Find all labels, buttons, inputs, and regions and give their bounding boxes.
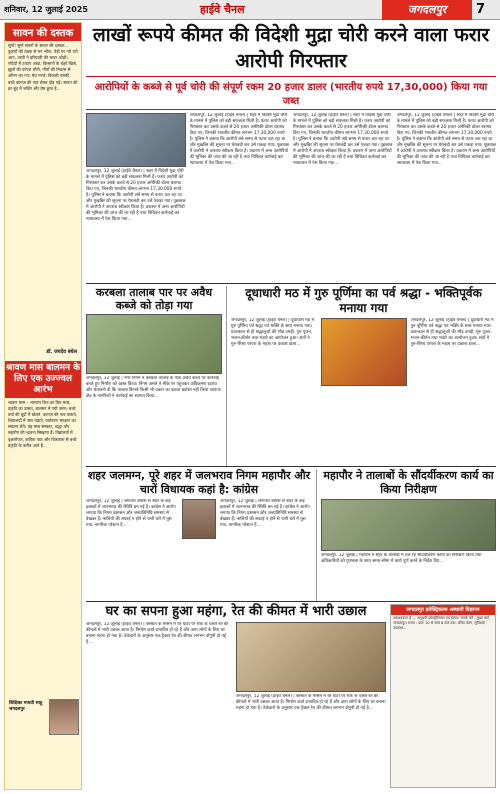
brand-name: हाईवे चैनल <box>200 3 245 16</box>
karbala-body: जगदलपुर, 12 जुलाई | नगर निगम ने करबला तालाब के पास अवैध कब्जे पर कार्रवाई करते हुए निर्माण को ध्वस्त किया। निगम अमले ने मौके पर पहुंचकर अतिक्रमण हटाया और चेतावनी दी कि तालाब किनारे किसी भी प्रकार का कब्जा बर्दाश्त नहीं किया जाएगा। क्षेत्र के नागरिकों ने कार्रवाई का स्वागत किया... <box>86 376 222 399</box>
dudhadhari-photo <box>321 318 407 386</box>
ad-title: जगदलपुर इलेक्ट्रिकल्स अस्थायी विज्ञापन <box>391 605 495 615</box>
author-block <box>5 698 81 742</box>
lead-col-3: जगदलपुर, 12 जुलाई (हाईवे चैनल) | शहर में विदेशी मुद्रा चोरी के मामले में पुलिस को बड़ी सफलता मिली है। फरार आरोपी को गिरफ्तार कर उसके कब्जे से 20 हजार अमेरिकी डॉलर बरामद किए गए, जिनकी भारतीय कीमत लगभग 17,30,000 रुपये है। पुलिस ने बताया कि आरोपी लंबे समय से फरार चल रहा था और मुखबिर की सूचना पर घेराबंदी कर उसे पकड़ा गया। पूछताछ में आरोपी ने अपराध स्वीकार किया है। प्रकरण में अन्य आरोपियों की भूमिका की जांच की जा रही है तथा विधिवत कार्रवाई कर न्यायालय में पेश किया गया... <box>293 113 393 166</box>
ret-right <box>236 622 386 782</box>
lead-photo <box>86 113 186 167</box>
lead-col-2: जगदलपुर, 12 जुलाई (हाईवे चैनल) | शहर में विदेशी मुद्रा चोरी के मामले में पुलिस को बड़ी सफलता मिली है। फरार आरोपी को गिरफ्तार कर उसके कब्जे से 20 हजार अमेरिकी डॉलर बरामद किए गए, जिनकी भारतीय कीमत लगभग 17,30,000 रुपये है। पुलिस ने बताया कि आरोपी लंबे समय से फरार चल रहा था और मुखबिर की सूचना पर घेराबंदी कर उसे पकड़ा गया। पूछताछ में आरोपी ने अपराध स्वीकार किया है। प्रकरण में अन्य आरोपियों की भूमिका की जांच की जा रही है तथा विधिवत कार्रवाई कर न्यायालय में पेश किया गया... <box>189 113 289 166</box>
sidebar-body: सुनो! सुनो सपनों के सावन की दस्तक... फुहारों की ठंडक से मन भीगा, पेड़ों पर नये पत्ते आए, धरती ने हरियाली की चादर ओढ़ी। नदियों में उफान आया, किसानों के चेहरे खिले, झूलों की परंपरा लौटी, गीतों की मिठास से आँगन भर गए। मेघ गरजे, बिजली चमकी, बच्चे कागज़ की नाव लेकर दौड़ पड़े। सावन की हर बूंद में भक्ति और प्रेम छुपा है... <box>8 43 78 91</box>
lead-col-1 <box>86 113 186 281</box>
main-content <box>86 22 496 788</box>
sidebar <box>4 22 82 790</box>
divider-3 <box>86 601 496 602</box>
issue-date: शनिवार, 12 जुलाई 2025 <box>4 5 88 14</box>
article-dudhadhari <box>226 286 496 466</box>
divider <box>86 283 496 284</box>
advertisement <box>390 604 496 788</box>
jalbharav-content <box>86 499 312 595</box>
ret-content <box>86 622 386 782</box>
row-4 <box>86 604 496 788</box>
sidebar-author: डॉ. जयदेव बघेल <box>46 349 77 355</box>
author-photo <box>49 699 79 735</box>
article-ret <box>86 604 386 788</box>
jalbharav-body-2: जगदलपुर, 12 जुलाई | लगातार बारिश से शहर के कई इलाकों में जलभराव की स्थिति बन गई है। कांग्रेस ने आरोप लगाया कि निगम प्रशासन और जनप्रतिनिधि समस्या से बेखबर हैं। नालियों की सफाई न होने से पानी घरों में घुस गया, नागरिक परेशान हैं... <box>220 499 310 528</box>
jalbharav-headline: शहर जलमग्न, पूरे शहर में जलभराव निगम महापौर और चारों विधायक कहां है: कांग्रेस <box>87 469 311 496</box>
karbala-photo <box>86 314 222 374</box>
dudhadhari-body: जगदलपुर, 12 जुलाई (हाईवे चैनल) | दूधाधारी मठ में गुरु पूर्णिमा पर्व श्रद्धा एवं भक्ति के साथ मनाया गया। प्रातःकाल से ही श्रद्धालुओं की भीड़ उमड़ी, गुरु पूजन, भजन-कीर्तन तथा भंडारे का आयोजन हुआ। संतों ने गुरु-शिष्य परंपरा के महत्व पर प्रकाश डाला... <box>231 318 315 347</box>
page-number: 7 <box>476 2 486 17</box>
jalbharav-photo <box>182 499 216 539</box>
divider-2 <box>86 466 496 467</box>
sidebar-author-2: शिक्षिका माधवी साहू जगदलपुर <box>9 701 43 712</box>
mahapour-photo <box>321 499 496 551</box>
dudhadhari-headline: दूधाधारी मठ में गुरु पूर्णिमा का पर्व श्रद्धा - भक्तिपूर्वक मनाया गया <box>245 286 482 315</box>
lead-headline: लाखों रूपये कीमत की विदेशी मुद्रा चोरी करने वाला फरार आरोपी गिरफ्तार <box>92 24 490 72</box>
dudhadhari-content <box>231 318 496 448</box>
ret-headline: घर का सपना हुआ महंगा, रेत की कीमत में भारी उछाल <box>105 604 367 619</box>
lead-body-1: जगदलपुर, 12 जुलाई (हाईवे चैनल) | शहर में विदेशी मुद्रा चोरी के मामले में पुलिस को बड़ी सफलता मिली है। फरार आरोपी को गिरफ्तार कर उसके कब्जे से 20 हजार अमेरिकी डॉलर बरामद किए गए, जिनकी भारतीय कीमत लगभग 17,30,000 रुपये है। पुलिस ने बताया कि आरोपी लंबे समय से फरार चल रहा था और मुखबिर की सूचना पर घेराबंदी कर उसे पकड़ा गया। पूछताछ में आरोपी ने अपराध स्वीकार किया है। प्रकरण में अन्य आरोपियों की भूमिका की जांच की जा रही है तथा विधिवत कार्रवाई कर न्यायालय में पेश किया गया... <box>86 169 186 222</box>
ret-body-2: जगदलपुर, 12 जुलाई (हाईवे चैनल) | बरसात के मौसम में रेत घाटों पर रोक के चलते रेत की कीमतों में भारी उछाल आया है। निर्माण कार्य प्रभावित हो रहे हैं और आम लोगों के लिए घर बनाना महंगा हो गया है। ठेकेदारों के अनुसार एक ट्रैक्टर रेत की कीमत लगभग दोगुनी हो गई है... <box>236 694 386 711</box>
sidebar-title-2: श्रावण मास बालमन के लिए एक उज्ज्वल आरंभ <box>5 361 81 398</box>
lead-subhead: आरोपियों के कब्जे से पूर्व चोरी की संपूर्ण रकम 20 हजार डालर (भारतीय रुपये 17,30,000) किया गया जब्त <box>86 76 496 110</box>
page-header <box>0 0 500 20</box>
karbala-headline: करबला तालाब पार पर अवैध कब्जे को तोड़ा गया <box>95 286 213 312</box>
row-3 <box>86 469 496 601</box>
article-mahapour <box>316 469 496 601</box>
lead-columns <box>86 113 496 281</box>
sidebar-body-2 <box>5 398 81 698</box>
ret-photo <box>236 622 386 692</box>
mahapour-body: जगदलपुर, 12 जुलाई | महापौर ने शहर के तालाबों में चल रहे सौंदर्यीकरण कार्यों का निरीक्षण किया तथा अधिकारियों को गुणवत्ता के साथ समय-सीमा में कार्य पूर्ण करने के निर्देश दिए... <box>321 553 482 564</box>
article-karbala <box>86 286 222 466</box>
dudhadhari-body-2: जगदलपुर, 12 जुलाई (हाईवे चैनल) | दूधाधारी मठ में गुरु पूर्णिमा पर्व श्रद्धा एवं भक्ति के साथ मनाया गया। प्रातःकाल से ही श्रद्धालुओं की भीड़ उमड़ी, गुरु पूजन, भजन-कीर्तन तथा भंडारे का आयोजन हुआ। संतों ने गुरु-शिष्य परंपरा के महत्व पर प्रकाश डाला... <box>410 318 494 347</box>
row-2 <box>86 286 496 466</box>
ret-body: जगदलपुर, 12 जुलाई (हाईवे चैनल) | बरसात के मौसम में रेत घाटों पर रोक के चलते रेत की कीमतों में भारी उछाल आया है। निर्माण कार्य प्रभावित हो रहे हैं और आम लोगों के लिए घर बनाना महंगा हो गया है। ठेकेदारों के अनुसार एक ट्रैक्टर रेत की कीमत लगभग दोगुनी हो गई है... <box>86 622 229 645</box>
sidebar-title: सावन की दस्तक <box>5 23 81 41</box>
article-jalbharav <box>86 469 312 601</box>
city-label: जगदलपुर <box>382 0 472 20</box>
ad-text: आवश्यकता है — अनुभवी इलेक्ट्रीशियन एवं हेल्पर। संपर्क करें : मुख्य मार्ग, जगदलपुर। समय : प्रातः 10 से सायं 6 बजे तक। उचित वेतन, सुविधाएँ उपलब्ध... <box>393 616 491 630</box>
lead-col-4: जगदलपुर, 12 जुलाई (हाईवे चैनल) | शहर में विदेशी मुद्रा चोरी के मामले में पुलिस को बड़ी सफलता मिली है। फरार आरोपी को गिरफ्तार कर उसके कब्जे से 20 हजार अमेरिकी डॉलर बरामद किए गए, जिनकी भारतीय कीमत लगभग 17,30,000 रुपये है। पुलिस ने बताया कि आरोपी लंबे समय से फरार चल रहा था और मुखबिर की सूचना पर घेराबंदी कर उसे पकड़ा गया। पूछताछ में आरोपी ने अपराध स्वीकार किया है। प्रकरण में अन्य आरोपियों की भूमिका की जांच की जा रही है तथा विधिवत कार्रवाई कर न्यायालय में पेश किया गया... <box>396 113 496 166</box>
mahapour-headline: महापौर ने तालाबों के सौंदर्यीकरण कार्य का किया निरीक्षण <box>323 469 494 496</box>
sidebar-body-2-text: श्रावण मास – भगवान शिव का प्रिय मास, प्रकृति का उत्सव, बालमन में नयी उमंग। बच्चे वर्षा की बूंदों में खेलते, कागज़ की नाव चलाते, शिवालयों में जल चढ़ाते, पर्यावरण संरक्षण का संकल्प लेते। यह मास संस्कार, श्रद्धा और सहयोग की भावना सिखाता है। विद्यालयों में वृक्षारोपण, कविता पाठ और चित्रकला से बच्चे प्रकृति के करीब आते हैं... <box>8 400 78 448</box>
jalbharav-body: जगदलपुर, 12 जुलाई | लगातार बारिश से शहर के कई इलाकों में जलभराव की स्थिति बन गई है। कांग्रेस ने आरोप लगाया कि निगम प्रशासन और जनप्रतिनिधि समस्या से बेखबर हैं। नालियों की सफाई न होने से पानी घरों में घुस गया, नागरिक परेशान हैं... <box>86 499 176 528</box>
